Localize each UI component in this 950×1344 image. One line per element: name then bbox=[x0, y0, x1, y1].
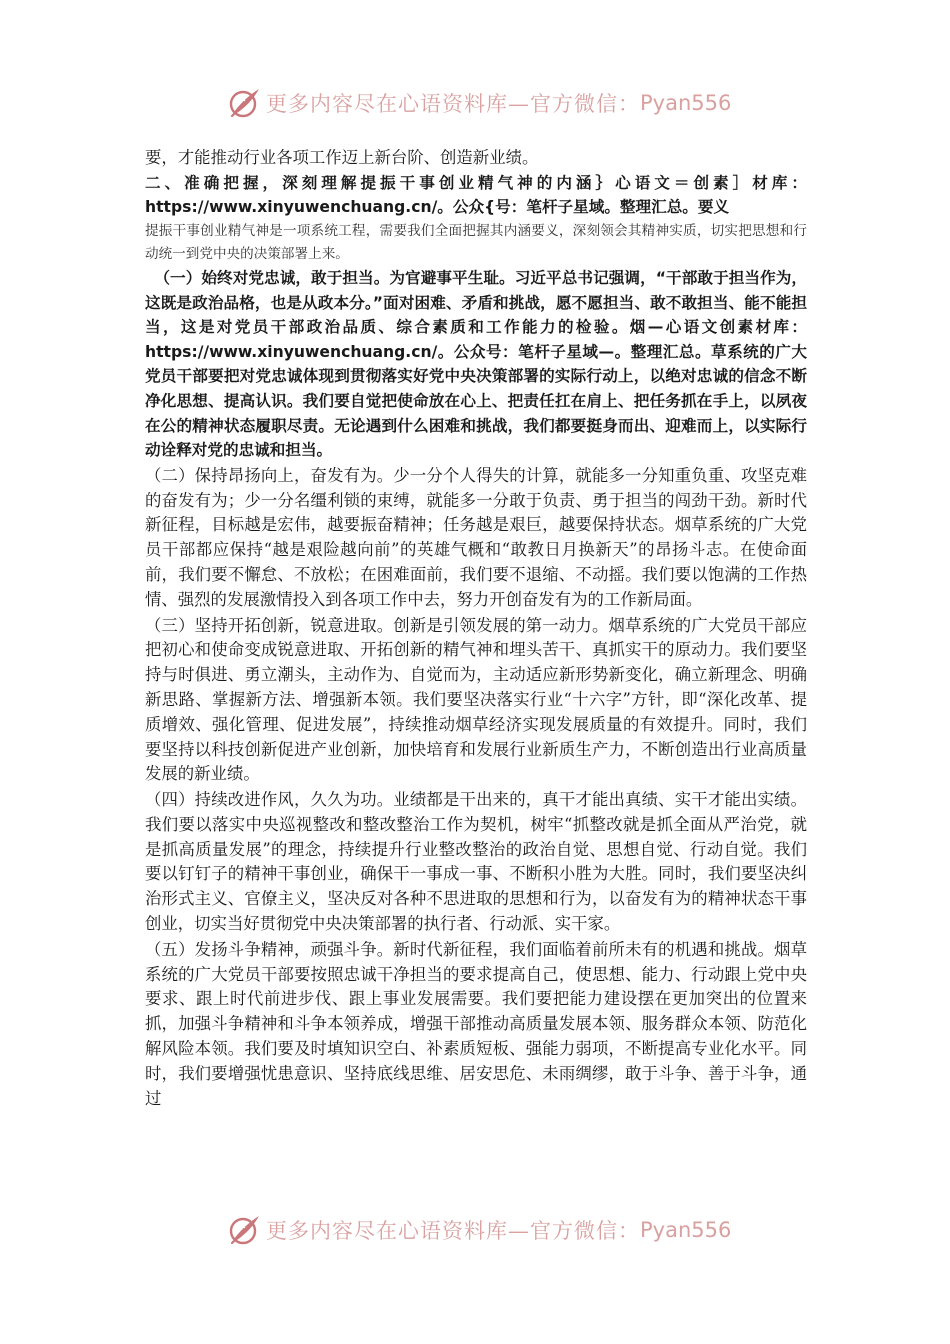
section-heading-2: 二、准确把握，深刻理解提振干事创业精气神的内涵｝心语文＝创素］材库：https://www.xinyuwenchuang.cn/。公众{号：笔杆子星域。整理汇总。要义 bbox=[145, 173, 807, 217]
paragraph-point-5: （五）发扬斗争精神，顽强斗争。新时代新征程，我们面临着前所未有的机遇和挑战。烟草系统的广大党员干部要按照忠诚干净担当的要求提高自己，使思想、能力、行动跟上党中央要求、跟上时代前进步伐、跟上事业发展需要。我们要把能力建设摆在更加突出的位置来抓，加强斗争精神和斗争本领养成，增强干部推动高质量发展本领、服务群众本领、防范化解风险本领。我们要及时填知识空白、补素质短板、强能力弱项，不断提高专业化水平。同时，我们要增强忧患意识、坚持底线思维、居安思危、未雨绸缪，敢于斗争、善于斗争，通过 bbox=[145, 939, 807, 1108]
banner-text: 更多内容尽在心语资料库—官方微信： bbox=[266, 92, 640, 116]
paragraph-point-2: （二）保持昂扬向上，奋发有为。少一分个人得失的计算，就能多一分知重负重、攻坚克难的奋发有为；少一分名缰利锁的束缚，就能多一分敢于负责、勇于担当的闯劲干劲。新时代新征程，目标越是宏伟，越要振奋精神；任务越是艰巨，越要保持状态。烟草系统的广大党员干部都应保持“越是艰险越向前”的英雄气概和“敢教日月换新天”的昂扬斗志。在使命面前，我们要不懈怠、不放松；在困难面前，我们要不退缩、不动摇。我们要以饱满的工作热情、强烈的发展激情投入到各项工作中去，努力开创奋发有为的工作新局面。 bbox=[145, 465, 807, 609]
wechat-id: Pyan556 bbox=[640, 91, 732, 115]
banner-text: 更多内容尽在心语资料库—官方微信： bbox=[266, 1219, 640, 1243]
paragraph-intro-end: 要，才能推动行业各项工作迈上新台阶、创造新业绩。 bbox=[145, 148, 539, 167]
header-banner bbox=[228, 82, 731, 124]
paragraph-point-3: （三）坚持开拓创新，锐意进取。创新是引领发展的第一动力。烟草系统的广大党员干部应把初心和使命变成锐意进取、开拓创新的精气神和埋头苦干、真抓实干的原动力。我们要坚持与时俱进、勇立潮头，主动作为、自觉而为，主动适应新形势新变化，确立新理念、明确新思路、掌握新方法、增强新本领。我们要坚决落实行业“十六字”方针，即“深化改革、提质增效、强化管理、促进发展”，持续推动烟草经济实现发展质量的有效提升。同时，我们要坚持以科技创新促进产业创新，加快培育和发展行业新质生产力，不断创造出行业高质量发展的新业绩。 bbox=[145, 615, 807, 784]
quill-pen-logo-icon bbox=[228, 86, 262, 120]
paragraph-point-1: （一）始终对党忠诚，敢于担当。为官避事平生耻。习近平总书记强调，“干部敢于担当作为，这既是政治品格，也是从政本分。”面对困难、矛盾和挑战，愿不愿担当、敢不敢担当、能不能担当，这是对党员干部政治品质、综合素质和工作能力的检验。烟—心语文创素材库：https://www.xinyuwenchuang.cn/。公众号：笔杆子星域—。整理汇总。草系统的广大党员干部要把对党忠诚体现到贯彻落实好党中央决策部署的实际行动上，以绝对忠诚的信念不断净化思想、提高认识。我们要自觉把使命放在心上、把责任扛在肩上、把任务抓在手上，以夙夜在公的精神状态履职尽责。无论遇到什么困难和挑战，我们都要挺身而出、迎难而上，以实际行动诠释对党的忠诚和担当。 bbox=[145, 268, 807, 460]
footer-banner bbox=[228, 1209, 731, 1251]
paragraph-point-4: （四）持续改进作风，久久为功。业绩都是干出来的，真干才能出真绩、实干才能出实绩。我们要以落实中央巡视整改和整改整治工作为契机，树牢“抓整改就是抓全面从严治党，就是抓高质量发展”的理念，持续提升行业整改整治的政治自觉、思想自觉、行动自觉。我们要以钉钉子的精神干事创业，确保干一事成一事、不断积小胜为大胜。同时，我们要坚决纠治形式主义、官僚主义，坚决反对各种不思进取的思想和行为，以奋发有为的精神状态干事创业，切实当好贯彻党中央决策部署的执行者、行动派、实干家。 bbox=[145, 790, 807, 934]
wechat-id: Pyan556 bbox=[640, 1218, 732, 1242]
document-body bbox=[145, 146, 807, 1111]
quill-pen-logo-icon bbox=[228, 1213, 262, 1247]
paragraph-section-summary: 提振干事创业精气神是一项系统工程，需要我们全面把握其内涵要义，深刻领会其精神实质，切实把思想和行动统一到党中央的决策部署上来。 bbox=[145, 222, 807, 262]
